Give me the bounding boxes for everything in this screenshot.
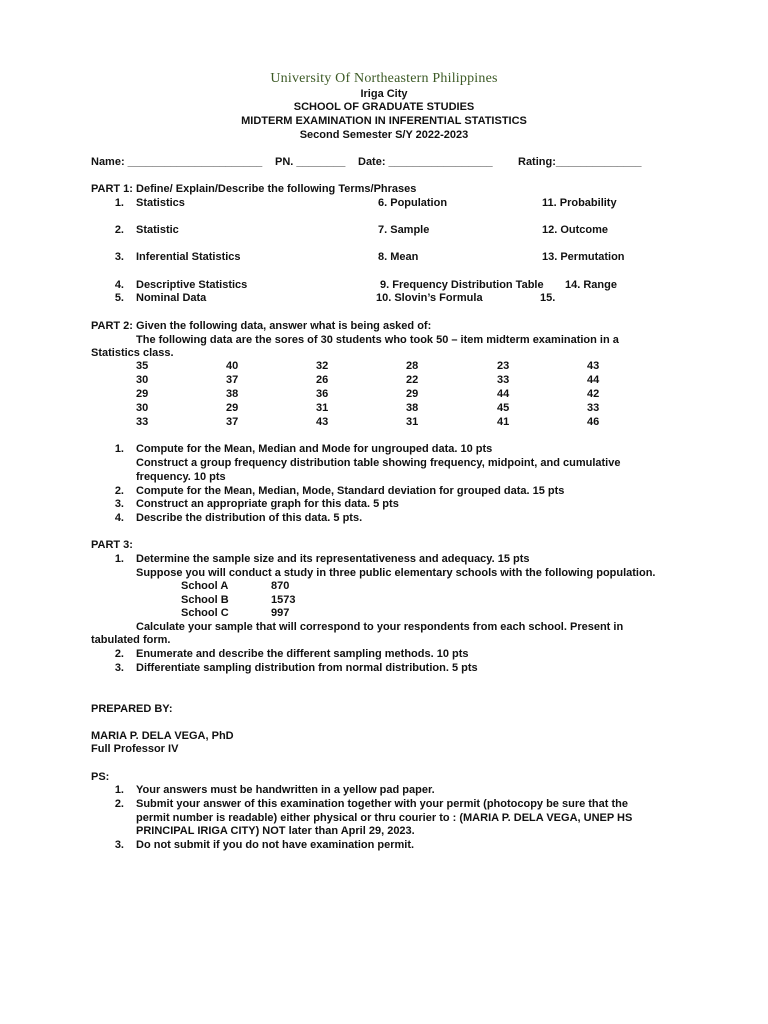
ps-item: permit number is readable) either physical or thru courier to : (MARIA P. DELA VEGA, UNEP HS <box>136 812 633 824</box>
table-cell: 41 <box>497 416 510 428</box>
preparer-name: MARIA P. DELA VEGA, PhD <box>91 730 234 742</box>
table-cell: 45 <box>497 402 510 414</box>
part3-title: PART 3: <box>91 539 133 551</box>
table-cell: 30 <box>136 374 149 386</box>
table-cell: 33 <box>587 402 600 414</box>
school-name: School B <box>181 594 229 606</box>
school-name: SCHOOL OF GRADUATE STUDIES <box>293 101 475 113</box>
term-item: 8. Mean <box>378 251 419 263</box>
list-number: 2. <box>114 648 124 660</box>
list-number: 3. <box>114 498 124 510</box>
term-item: 6. Population <box>378 197 448 209</box>
name-field: Name: ______________________ <box>91 156 263 168</box>
school-population: 1573 <box>271 594 296 606</box>
table-cell: 44 <box>587 374 600 386</box>
table-cell: 44 <box>497 388 510 400</box>
list-number: 1. <box>114 197 124 209</box>
term-item: Statistic <box>136 224 179 236</box>
table-cell: 26 <box>316 374 329 386</box>
list-number: 3. <box>114 839 124 851</box>
question-text: Calculate your sample that will correspond to your respondents from each school. Present in <box>136 621 624 633</box>
ps-item: Submit your answer of this examination together with your permit (photocopy be sure that the <box>136 798 628 810</box>
question-text: Construct a group frequency distribution table showing frequency, midpoint, and cumulative <box>136 457 621 469</box>
term-item: 14. Range <box>565 279 617 291</box>
question-text: Suppose you will conduct a study in three public elementary schools with the following population. <box>136 567 656 579</box>
table-cell: 33 <box>136 416 149 428</box>
term-item: 11. Probability <box>542 197 617 209</box>
table-cell: 31 <box>316 402 329 414</box>
school-name: School C <box>181 607 229 619</box>
table-cell: 43 <box>316 416 329 428</box>
list-number: 3. <box>114 662 124 674</box>
city: Iriga City <box>360 88 408 100</box>
term-item: 7. Sample <box>378 224 430 236</box>
list-number: 5. <box>114 292 124 304</box>
term-item: Nominal Data <box>136 292 207 304</box>
list-number: 4. <box>114 279 124 291</box>
term-item: 9. Frequency Distribution Table <box>380 279 544 291</box>
table-cell: 37 <box>226 374 239 386</box>
ps-item: PRINCIPAL IRIGA CITY) NOT later than April 29, 2023. <box>136 825 415 837</box>
part2-title: PART 2: Given the following data, answer what is being asked of: <box>91 320 432 332</box>
term-item: Statistics <box>136 197 185 209</box>
table-cell: 38 <box>226 388 239 400</box>
table-cell: 30 <box>136 402 149 414</box>
prepared-by-label: PREPARED BY: <box>91 703 173 715</box>
list-number: 2. <box>114 798 124 810</box>
rating-field: Rating:______________ <box>518 156 642 168</box>
part2-intro: Statistics class. <box>91 347 174 359</box>
school-population: 997 <box>271 607 290 619</box>
list-number: 3. <box>114 251 124 263</box>
question-text: Differentiate sampling distribution from normal distribution. 5 pts <box>136 662 478 674</box>
part1-title: PART 1: Define/ Explain/Describe the following Terms/Phrases <box>91 183 417 195</box>
question-text: Describe the distribution of this data. 5 pts. <box>136 512 363 524</box>
table-cell: 22 <box>406 374 419 386</box>
table-cell: 42 <box>587 388 600 400</box>
term-item: 13. Permutation <box>542 251 625 263</box>
table-cell: 31 <box>406 416 419 428</box>
term-item: Inferential Statistics <box>136 251 241 263</box>
table-cell: 29 <box>136 388 149 400</box>
question-text: Compute for the Mean, Median and Mode for ungrouped data. 10 pts <box>136 443 493 455</box>
table-cell: 29 <box>226 402 239 414</box>
pn-field: PN. ________ <box>275 156 346 168</box>
table-cell: 32 <box>316 360 329 372</box>
term-item: 12. Outcome <box>542 224 609 236</box>
date-field: Date: _________________ <box>358 156 493 168</box>
list-number: 4. <box>114 512 124 524</box>
ps-label: PS: <box>91 771 110 783</box>
table-cell: 35 <box>136 360 149 372</box>
table-cell: 33 <box>497 374 510 386</box>
table-cell: 23 <box>497 360 510 372</box>
ps-item: Do not submit if you do not have examination permit. <box>136 839 415 851</box>
university-name: University Of Northeastern Philippines <box>270 71 498 86</box>
table-cell: 37 <box>226 416 239 428</box>
ps-item: Your answers must be handwritten in a yellow pad paper. <box>136 784 435 796</box>
term-item: 15. <box>540 292 556 304</box>
table-cell: 43 <box>587 360 600 372</box>
question-text: tabulated form. <box>91 634 171 646</box>
exam-title: MIDTERM EXAMINATION IN INFERENTIAL STATISTICS <box>241 115 527 127</box>
table-cell: 46 <box>587 416 600 428</box>
school-population: 870 <box>271 580 290 592</box>
question-text: Enumerate and describe the different sampling methods. 10 pts <box>136 648 469 660</box>
semester: Second Semester S/Y 2022-2023 <box>299 129 469 141</box>
table-cell: 28 <box>406 360 419 372</box>
preparer-title: Full Professor IV <box>91 743 179 755</box>
part2-intro: The following data are the sores of 30 students who took 50 – item midterm examination in a <box>136 334 619 346</box>
question-text: Construct an appropriate graph for this data. 5 pts <box>136 498 399 510</box>
table-cell: 29 <box>406 388 419 400</box>
question-text: Determine the sample size and its representativeness and adequacy. 15 pts <box>136 553 530 565</box>
list-number: 2. <box>114 485 124 497</box>
list-number: 1. <box>114 443 124 455</box>
list-number: 1. <box>114 553 124 565</box>
term-item: 10. Slovin’s Formula <box>376 292 483 304</box>
term-item: Descriptive Statistics <box>136 279 248 291</box>
list-number: 2. <box>114 224 124 236</box>
table-cell: 38 <box>406 402 419 414</box>
school-name: School A <box>181 580 229 592</box>
list-number: 1. <box>114 784 124 796</box>
question-text: Compute for the Mean, Median, Mode, Standard deviation for grouped data. 15 pts <box>136 485 565 497</box>
question-text: frequency. 10 pts <box>136 471 226 483</box>
table-cell: 36 <box>316 388 329 400</box>
table-cell: 40 <box>226 360 239 372</box>
